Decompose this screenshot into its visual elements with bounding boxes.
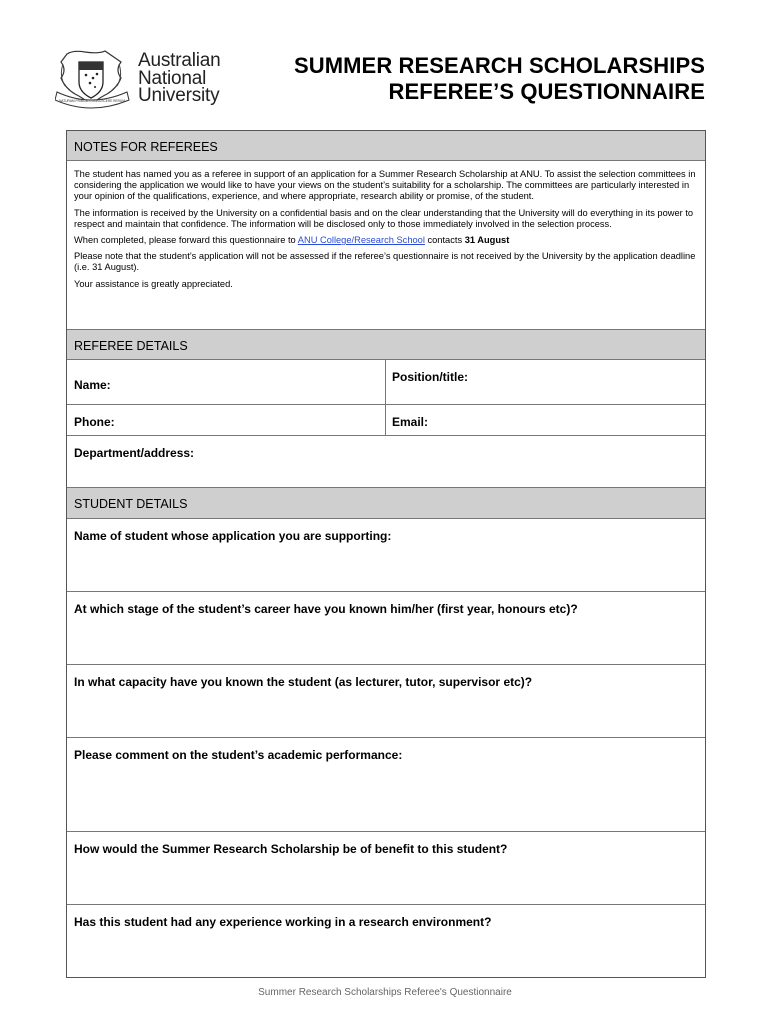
- question-student-name: Name of student whose application you are supporting:: [74, 529, 392, 543]
- student-heading-bar: [67, 488, 705, 519]
- university-name: [138, 52, 221, 105]
- notes-heading-bar: [67, 131, 705, 161]
- referee-heading-bar: [67, 329, 705, 360]
- name-label: Name:: [74, 378, 111, 392]
- name-position-row: [67, 360, 705, 405]
- phone-email-row: [67, 405, 705, 436]
- department-row: [67, 436, 705, 488]
- department-address-label: Department/address:: [74, 446, 195, 460]
- student-heading: STUDENT DETAILS: [74, 497, 188, 511]
- title-line-2: REFEREE’S QUESTIONNAIRE: [388, 79, 705, 104]
- questionnaire-form: [66, 130, 706, 978]
- notes-paragraph: The student has named you as a referee in support of an application for a Summer Research Scholarship at ANU. To assist the selection committees in considering the application we would like to have your views on the student’s suitability for a scholarship. The committees are particularly interested in your opinion of the qualifications, experience, and where appropriate, research ability or promise, of the student.: [74, 169, 696, 202]
- referee-heading: REFEREE DETAILS: [74, 339, 188, 353]
- title-line-1: SUMMER RESEARCH SCHOLARSHIPS: [293, 53, 705, 78]
- question-row: [67, 832, 705, 905]
- notes-paragraph: Please note that the student’s application will not be assessed if the referee’s questionnaire is not received by the University by the application deadline (i.e. 31 August).: [74, 251, 696, 273]
- position-title-label: Position/title:: [392, 370, 468, 384]
- logo-motto: NATURAM PRIMUM COGNOSCERE RERUM: [59, 99, 125, 103]
- question-row: [67, 665, 705, 738]
- email-label: Email:: [392, 415, 429, 429]
- notes-paragraph: Your assistance is greatly appreciated.: [74, 278, 233, 289]
- college-contacts-link[interactable]: ANU College/Research School: [297, 235, 425, 246]
- notes-forward-paragraph: When completed, please forward this questionnaire to ANU College/Research School contacts 31 August: [74, 235, 510, 246]
- question-scholarship-benefit: How would the Summer Research Scholarship be of benefit to this student?: [74, 842, 508, 856]
- question-academic-performance: Please comment on the student’s academic performance:: [74, 748, 403, 762]
- phone-label: Phone:: [74, 415, 115, 429]
- question-row: [67, 905, 705, 977]
- university-name-line: National: [138, 67, 207, 89]
- question-career-stage: At which stage of the student’s career have you known him/her (first year, honours etc)?: [74, 602, 578, 616]
- question-research-experience: Has this student had any experience working in a research environment?: [74, 915, 492, 929]
- university-name-line: Australian: [138, 50, 221, 71]
- question-row: [67, 592, 705, 665]
- notes-body: [74, 169, 699, 295]
- question-row: [67, 519, 705, 592]
- question-row: [67, 738, 705, 832]
- university-name-line: University: [138, 85, 220, 106]
- document-title: [294, 53, 705, 105]
- deadline-date: 31 August: [464, 235, 510, 246]
- notes-paragraph: The information is received by the University on a confidential basis and on the clear understanding that the University will do everything in its power to respect and maintain that confidence. The information will be disclosed only to those immediately involved in the selection process.: [74, 207, 694, 229]
- page-footer: Summer Research Scholarships Referee's Questionnaire: [258, 987, 512, 998]
- notes-heading: NOTES FOR REFEREES: [74, 140, 218, 154]
- question-capacity: In what capacity have you known the student (as lecturer, tutor, supervisor etc)?: [74, 675, 533, 689]
